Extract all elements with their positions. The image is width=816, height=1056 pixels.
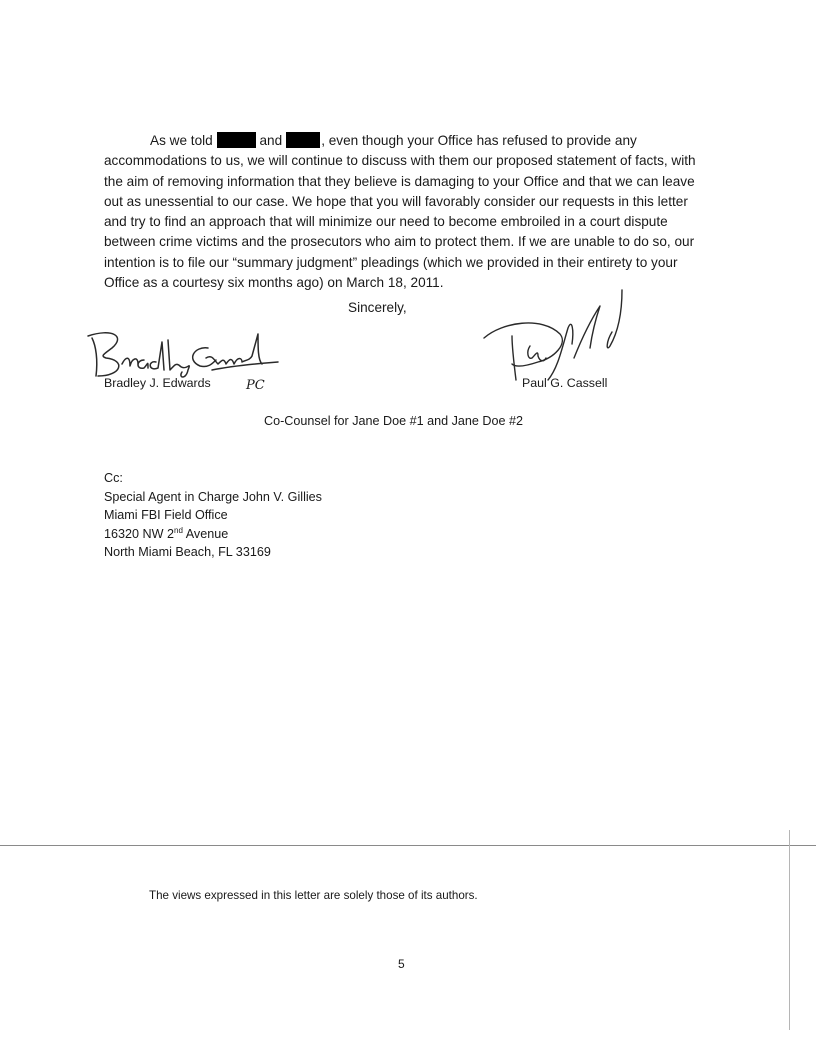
cc-address-street: 16320 NW 2nd Avenue — [104, 525, 229, 541]
closing-salutation: Sincerely, — [348, 300, 407, 315]
co-counsel-line: Co-Counsel for Jane Doe #1 and Jane Doe #2 — [264, 414, 524, 428]
closing-paragraph — [104, 131, 704, 293]
page-number: 5 — [398, 957, 405, 971]
scan-edge — [789, 830, 790, 1030]
cc-label: Cc: — [104, 471, 123, 485]
cc-block — [104, 469, 322, 562]
cassell-signature — [482, 288, 632, 386]
redaction-block — [217, 132, 256, 148]
paragraph-lead: As we told — [150, 133, 213, 148]
footnote: The views expressed in this letter are solely those of its authors. — [149, 889, 478, 902]
edwards-name: Bradley J. Edwards — [104, 376, 211, 390]
cc-recipient: Special Agent in Charge John V. Gillies — [104, 489, 322, 504]
edwards-initials: PC — [246, 378, 265, 393]
edwards-signature — [82, 326, 282, 382]
page-divider — [0, 845, 816, 846]
cc-office: Miami FBI Field Office — [104, 508, 228, 523]
cassell-name: Paul G. Cassell — [522, 376, 608, 390]
redaction-block — [286, 132, 320, 148]
paragraph-between: and — [259, 133, 283, 148]
paragraph-rest: , even though your Office has refused to provide any accommodations to us, we will continue to discuss with them our proposed statement of facts, with the aim of removing information that they believe is damaging to your Office and that we can leave out as unessential to our case. We hope that you will favorably consider our requests in this letter and try to find an approach that will minimize our need to become embroiled in a court dispute between crime victims and the prosecutors who aim to protect them. If we are unable to do so, our intention is to file our “summary judgment” pleadings (which we provided in their entirety to your Office as a courtesy six months ago) on March 18, 2011. — [104, 133, 696, 291]
cc-city: North Miami Beach, FL 33169 — [104, 545, 271, 560]
